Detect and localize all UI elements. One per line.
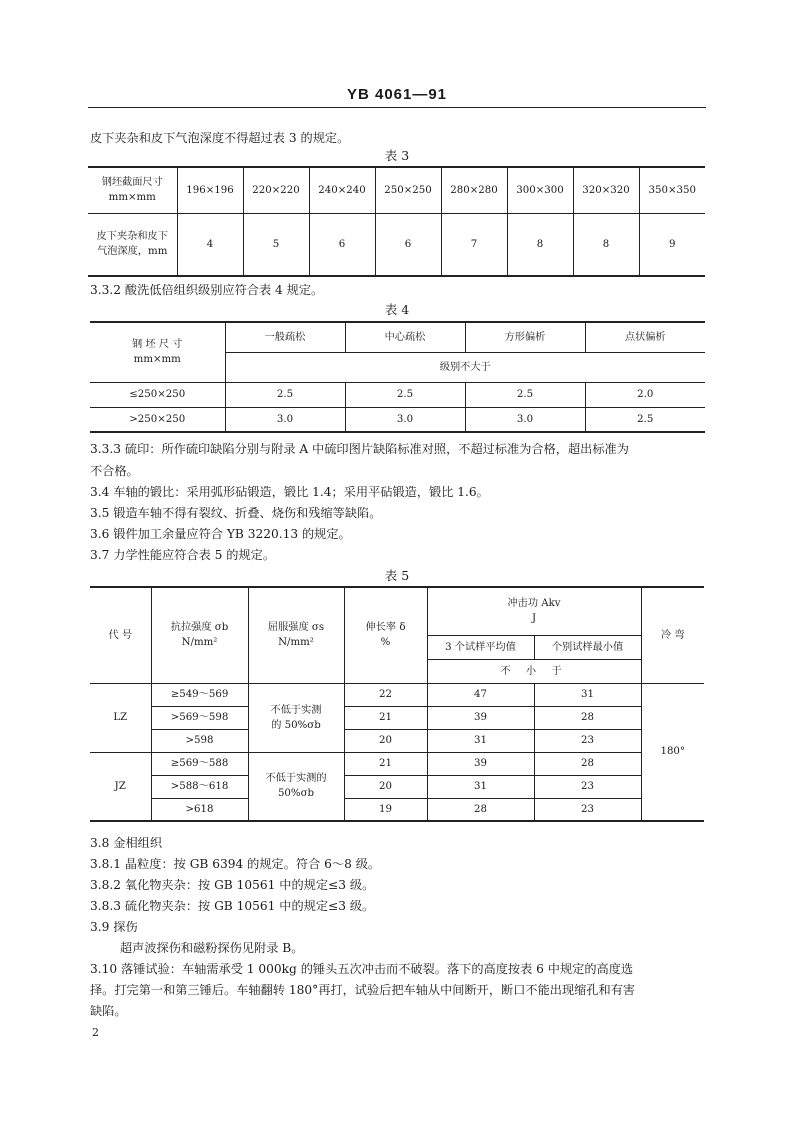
table5-elongation-header: 伸长率 δ % (344, 587, 427, 683)
table5-cell: >598 (151, 729, 248, 752)
section-3-10-line3: 缺陷。 (90, 1004, 127, 1018)
table3-size-cell: 280×280 (441, 167, 507, 213)
table3-size-cell: 350×350 (639, 167, 705, 213)
table3-caption: 表 3 (384, 148, 410, 163)
table5-cell: 31 (427, 775, 534, 798)
table5-cell: 23 (534, 798, 641, 821)
table-row (90, 683, 704, 706)
table5-cell: 28 (427, 798, 534, 821)
table3-size-cell: 250×250 (375, 167, 441, 213)
table5-cell: 31 (427, 729, 534, 752)
section-3-10-line1: 3.10 落锤试验：车轴需承受 1 000kg 的锤头五次冲击而不破裂。落下的高度按表 6 中规定的高度选 (90, 962, 634, 976)
intro-text: 皮下夹杂和皮下气泡深度不得超过表 3 的规定。 (90, 131, 350, 145)
header-rule (88, 107, 706, 108)
table3-size-cell: 196×196 (177, 167, 243, 213)
table5-cell: 23 (534, 775, 641, 798)
table3-depth-cell: 8 (573, 213, 639, 276)
table5-bend-header: 冷 弯 (641, 587, 704, 683)
table4-size-cell: ≤250×250 (90, 382, 225, 407)
section-3-3-3-line2: 不合格。 (90, 464, 139, 478)
section-3-7: 3.7 力学性能应符合表 5 的规定。 (90, 548, 276, 562)
table3-depth-cell: 6 (309, 213, 375, 276)
table5-cell: >569～598 (151, 706, 248, 729)
section-3-8: 3.8 金相组织 (90, 836, 163, 850)
table4-cell: 2.5 (345, 382, 465, 407)
table5-bend-value: 180° (641, 683, 704, 821)
table5-avg-header: 3 个试样平均值 (427, 635, 534, 659)
table5-cell: 39 (427, 706, 534, 729)
section-3-9: 3.9 探伤 (90, 920, 138, 934)
table-row (90, 407, 705, 432)
standard-code: YB 4061—91 (346, 86, 448, 103)
table3-depth-cell: 7 (441, 213, 507, 276)
table3-depth-cell: 5 (243, 213, 309, 276)
section-3-8-1: 3.8.1 晶粒度：按 GB 6394 的规定。符合 6～8 级。 (90, 857, 381, 871)
table5-caption: 表 5 (384, 568, 410, 583)
table3-size-cell: 240×240 (309, 167, 375, 213)
section-3-6: 3.6 锻件加工余量应符合 YB 3220.13 的规定。 (90, 527, 351, 541)
table4-cell: 2.5 (465, 382, 585, 407)
table3-depth-label: 皮下夹杂和皮下 气泡深度，mm (88, 213, 177, 276)
table5-cell: 19 (344, 798, 427, 821)
table3-size-cell: 320×320 (573, 167, 639, 213)
table4-cell: 2.5 (585, 407, 705, 432)
table5-cell: 23 (534, 729, 641, 752)
table-row (90, 752, 704, 775)
table-5 (90, 586, 704, 822)
section-3-5: 3.5 锻造车轴不得有裂纹、折叠、烧伤和残缩等缺陷。 (90, 506, 382, 520)
section-3-3-3-line1: 3.3.3 硫印：所作硫印缺陷分别与附录 A 中硫印图片缺陷标准对照，不超过标准为合格，超出标准为 (90, 442, 629, 456)
table-row (90, 729, 704, 752)
table4-cell: 3.0 (225, 407, 345, 432)
section-3-10-line2: 择。打完第一和第三锤后。车轴翻转 180°再打，试验后把车轴从中间断开，断口不能出现缩孔和有害 (90, 983, 636, 997)
table4-cell: 2.0 (585, 382, 705, 407)
table5-cell: 47 (427, 683, 534, 706)
table4-col-header: 点状偏析 (585, 322, 705, 352)
table3-depth-cell: 8 (507, 213, 573, 276)
table5-impact-header: 冲击功 Akv J (427, 587, 641, 635)
table4-subheader: 级别不大于 (225, 352, 705, 382)
table3-size-row (88, 167, 705, 213)
table4-col-header: 中心疏松 (345, 322, 465, 352)
table5-yield-header: 屈服强度 σs N/mm² (248, 587, 344, 683)
table-4 (90, 321, 705, 433)
section-3-8-3: 3.8.3 硫化物夹杂：按 GB 10561 中的规定≤3 级。 (90, 899, 375, 913)
table4-cell: 3.0 (345, 407, 465, 432)
table4-cell: 3.0 (465, 407, 585, 432)
section-3-8-2: 3.8.2 氧化物夹杂：按 GB 10561 中的规定≤3 级。 (90, 878, 375, 892)
table5-notless-header: 不 小 于 (427, 659, 641, 683)
section-3-9-body: 超声波探伤和磁粉探伤见附录 B。 (120, 941, 304, 955)
table3-size-cell: 220×220 (243, 167, 309, 213)
table5-min-header: 个别试样最小值 (534, 635, 641, 659)
table4-col-header: 一般疏松 (225, 322, 345, 352)
table4-cell: 2.5 (225, 382, 345, 407)
table5-code-lz: LZ (90, 683, 151, 752)
table-row (90, 798, 704, 821)
table-row (90, 706, 704, 729)
table3-size-label: 钢坯截面尺寸 mm×mm (88, 167, 177, 213)
table4-header-row (90, 322, 705, 352)
page-number: 2 (92, 1026, 99, 1039)
table5-cell: 22 (344, 683, 427, 706)
table5-cell: 21 (344, 706, 427, 729)
table5-cell: ≥549～569 (151, 683, 248, 706)
table5-cell: 21 (344, 752, 427, 775)
table5-header-row (90, 587, 704, 635)
table5-yield-jz: 不低于实测的 50%σb (248, 752, 344, 821)
table3-depth-cell: 6 (375, 213, 441, 276)
table5-yield-lz: 不低于实测 的 50%σb (248, 683, 344, 752)
table5-tensile-header: 抗拉强度 σb N/mm² (151, 587, 248, 683)
table3-depth-row (88, 213, 705, 276)
table-row (90, 775, 704, 798)
table3-size-cell: 300×300 (507, 167, 573, 213)
table5-cell: 28 (534, 752, 641, 775)
table5-cell: 39 (427, 752, 534, 775)
table3-depth-cell: 4 (177, 213, 243, 276)
table5-cell: >618 (151, 798, 248, 821)
table4-size-cell: >250×250 (90, 407, 225, 432)
table5-cell: ≥569～588 (151, 752, 248, 775)
table5-code-header: 代 号 (90, 587, 151, 683)
table5-cell: >588～618 (151, 775, 248, 798)
table-row (90, 382, 705, 407)
table4-col-header: 方形偏析 (465, 322, 585, 352)
table3-depth-cell: 9 (639, 213, 705, 276)
table5-cell: 20 (344, 729, 427, 752)
table5-code-jz: JZ (90, 752, 151, 821)
table5-cell: 28 (534, 706, 641, 729)
table5-cell: 31 (534, 683, 641, 706)
table4-size-header: 钢 坯 尺 寸 mm×mm (90, 322, 225, 382)
table4-caption: 表 4 (384, 302, 410, 317)
table-3 (88, 166, 705, 277)
table5-cell: 20 (344, 775, 427, 798)
section-3-3-2: 3.3.2 酸洗低倍组织级别应符合表 4 规定。 (90, 283, 324, 297)
section-3-4: 3.4 车轴的锻比：采用弧形砧锻造，锻比 1.4；采用平砧锻造，锻比 1.6。 (90, 485, 489, 499)
